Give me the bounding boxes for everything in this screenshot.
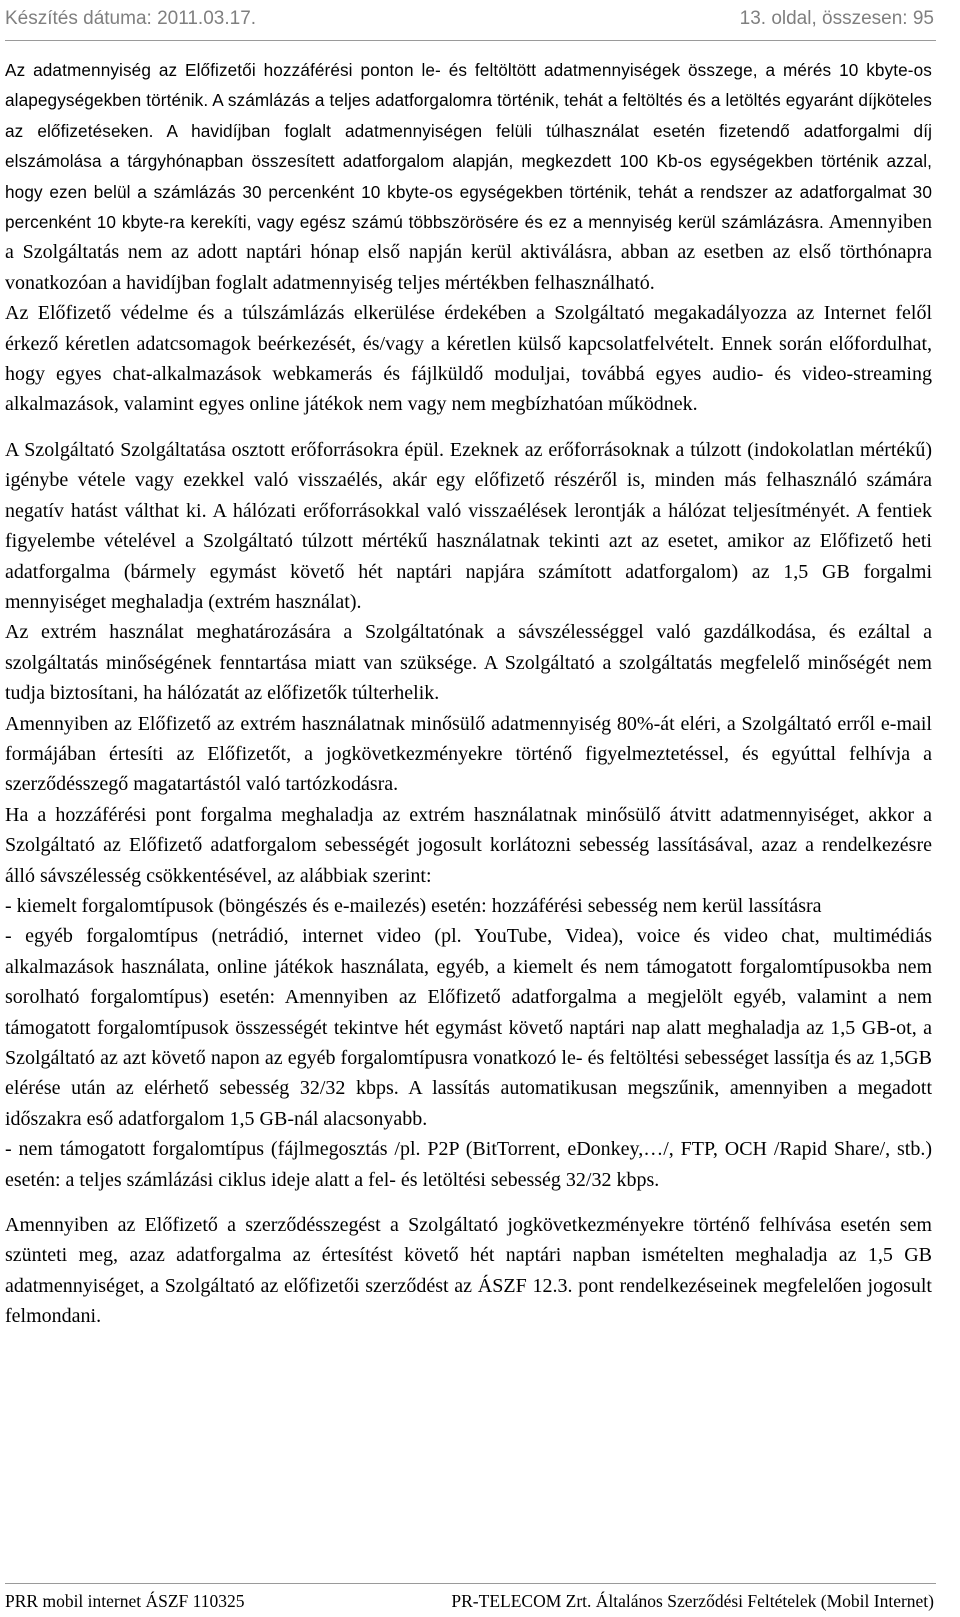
page-header [5, 6, 934, 32]
paragraph-shared-resources: A Szolgáltató Szolgáltatása osztott erőforrásokra épül. Ezeknek az erőforrásoknak a túlzott (indokolatlan mértékű) igénybe vétele vagy ezekkel való visszaélés, akár egy előfizető részéről is, minden más felhasználó számára negatív hatást válthat ki. A hálózati erőforrásokkal való visszaélések lerontják a hálózat teljesítményét. A fentiek figyelembe vételével a Szolgáltató túlzott mértékű használatnak tekinti azt az esetet, amikor az Előfizető heti adatforgalma (bármely egymást követő hét naptári napjára számított adatforgalom) az 1,5 GB forgalmi mennyiséget meghaladja (extrém használat). [5, 438, 932, 613]
page-footer [5, 1588, 934, 1614]
footer-document-id: PRR mobil internet ÁSZF 110325 [5, 1590, 245, 1611]
paragraph-data-volume [5, 55, 932, 298]
paragraph-protection: Az Előfizető védelme és a túlszámlázás elkerülése érdekében a Szolgáltató megakadályozza az Internet felől érkező kéretlen adatcsomagok beérkezését, és/vagy a kéretlen külső kapcsolatfelvételt. Ennek során előfordulhat, hogy egyes chat-alkalmazások webkamerás és fájlküldő moduljai, továbbá egyes audio- és video-streaming alkalmazások, valamint egyes online játékok nem vagy nem megbízhatóan működnek. [5, 302, 932, 416]
footer-divider [5, 1583, 936, 1584]
footer-document-title: PR-TELECOM Zrt. Általános Szerződési Feltételek (Mobil Internet) [451, 1590, 934, 1611]
list-item-other-traffic: - egyéb forgalomtípus (netrádió, internet video (pl. YouTube, Videa), voice és video chat, multimédiás alkalmazások használata, online játékok használata, egyéb, a kiemelt és nem támogatott forgalomtípusokba nem sorolható forgalomtípus) esetén: Amennyiben az Előfizető adatforgalma a megjelölt egyéb, valamint a nem támogatott forgalomtípusok összességét tekintve hét egymást követő naptári nap alatt meghaladja az 1,5 GB-ot, a Szolgáltató az azt követő napon az egyéb forgalomtípusra vonatkozó le- és feltöltési sebességet lassítja és az 1,5GB elérése után az elérhető sebesség 32/32 kbps. A lassítás automatikusan megszűnik, amennyiben a megadott időszakra eső adatforgalom 1,5 GB-nál alacsonyabb. [5, 925, 932, 1130]
paragraph-throttling: Ha a hozzáférési pont forgalma meghaladja az extrém használatnak minősülő átvitt adatmennyiséget, akkor a Szolgáltató az Előfizető adatforgalom sebességét jogosult korlátozni sebesség lassításával, azaz a rendelkezésre álló sávszélesség csökkentésével, az alábbiak szerint: [5, 803, 932, 887]
paragraph-warning: Amennyiben az Előfizető az extrém használatnak minősülő adatmennyiség 80%-át eléri, a Szolgáltató erről e-mail formájában értesíti az Előfizetőt, a jogkövetkezményekre történő figyelmeztetéssel, és egyúttal felhívja a szerződésszegő magatartástól való tartózkodásra. [5, 712, 932, 796]
creation-date: Készítés dátuma: 2011.03.17. [5, 8, 257, 29]
list-item-priority-traffic: - kiemelt forgalomtípusok (böngészés és e-mailezés) esetén: hozzáférési sebesség nem kerül lassításra [5, 894, 822, 917]
paragraph-serif-text: Amennyiben a Szolgáltatás nem az adott naptári hónap első napján kerül aktiválásra, abban az esetben az első törthónapra vonatkozóan a havidíjban foglalt adatmennyiség teljes mértékben felhasználható. [5, 211, 932, 294]
page-number: 13. oldal, összesen: 95 [739, 8, 934, 29]
paragraph-extreme-use: Az extrém használat meghatározására a Szolgáltatónak a sávszélességgel való gazdálkodása, és ezáltal a szolgáltatás minőségének fenntartása miatt van szüksége. A Szolgáltató a szolgáltatás megfelelő minőségét nem tudja biztosítani, ha hálózatát az előfizetők túlterhelik. [5, 621, 932, 705]
list-item-unsupported-traffic: - nem támogatott forgalomtípus (fájlmegosztás /pl. P2P (BitTorrent, eDonkey,…/, FTP, OCH /Rapid Share/, stb.) esetén: a teljes számlázási ciklus ideje alatt a fel- és letöltési sebesség 32/32 kbps. [5, 1138, 932, 1191]
paragraph-sans-text: Az adatmennyiség az Előfizetői hozzáférési ponton le- és feltöltött adatmennyiségek összege, a mérés 10 kbyte-os alapegységekben történik. A számlázás a teljes adatforgalomra történik, tehát a feltöltés és a letöltés egyaránt díjköteles az előfizetéseken. A havidíjban foglalt adatmennyiségen felüli túlhasználat esetén fizetendő adatforgalmi díj elszámolása a tárgyhónapban összesített adatforgalom alapján, megkezdett 100 Kb-os egységekben történik azzal, hogy ezen belül a számlázás 30 percenként 10 kbyte-os egységekben történik, tehát a rendszer az adatforgalmat 30 percenként 10 kbyte-ra kerekíti, vagy egész számú többszörösére és ez a mennyiség kerül számlázásra. [5, 60, 932, 233]
header-divider [5, 40, 936, 41]
paragraph-termination: Amennyiben az Előfizető a szerződésszegést a Szolgáltató jogkövetkezményekre történő felhívása esetén sem szünteti meg, azaz adatforgalma az értesítést követő hét naptári napban ismételten meghaladja az 1,5 GB adatmennyiséget, a Szolgáltató az előfizetői szerződést az ÁSZF 12.3. pont rendelkezéseinek megfelelően jogosult felmondani. [5, 1214, 932, 1328]
document-body [5, 55, 932, 1332]
